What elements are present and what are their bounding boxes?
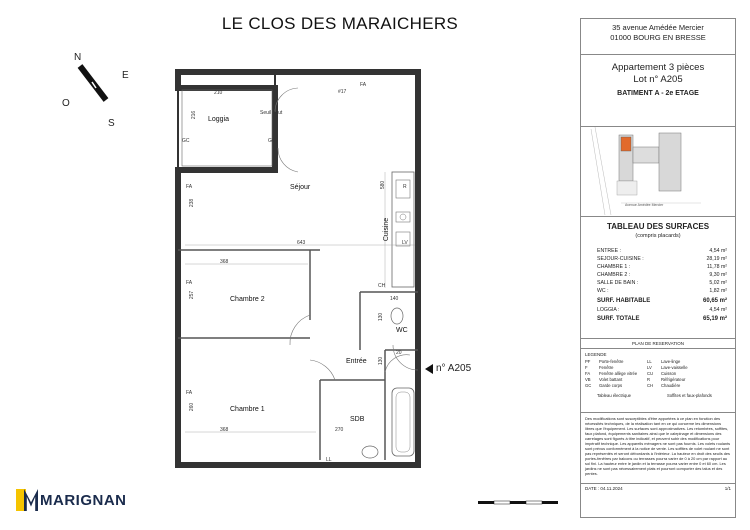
legend-code: F [585, 364, 588, 370]
legend-code: PF [585, 358, 591, 364]
room-entree: Entrée [346, 358, 367, 365]
dim-label: 368 [220, 427, 229, 433]
equip-lv: LV [402, 240, 408, 246]
surface-value: 60,65 m² [702, 297, 727, 304]
notes-text: Des modifications sont susceptibles d'être apportées à ce plan en fonction des nécessités techniques, de la réalisation tant en ce qui concerne les dimensions libres que l'équipement. Les surfaces sont approximatives. Les retombées, soffites, faux plafond, équipements sanitaires ainsi que le calepinage et dimensions des carrelages sont figurés à titre indicatif, et peuvent subir des modifications pour impératif technique. Les appareils ménagers ne sont pas fournis. Les volets roulants sont prévus conformément à la notice de vente. Les soffites de volet roulant ne sont pas représentés et seront débordants à l'intérieur. La hauteur en droit des seuils des portes-fenêtres par balcons ou terrasses pourra varier de 0 à 20 cm par rapport au sol fini. La hauteur entre le jardin et la terrasse pourra varier entre 0 et 60 cm. Les jardins ne sont pas nécessairement plats et pourront comporter des talus et des pentes. [581, 413, 735, 484]
room-loggia: Loggia [208, 116, 230, 123]
equip-fa: FA [186, 280, 193, 286]
surfaces-title: TABLEAU DES SURFACES [606, 222, 710, 231]
surface-row [597, 279, 727, 287]
room-sdb: SDB [350, 416, 365, 423]
legend-code: FA [585, 370, 591, 376]
surface-value: 28,19 m² [706, 256, 727, 263]
legend-extra [585, 393, 731, 398]
page-title: LE CLOS DES MARAICHERS [221, 14, 459, 33]
apartment-entry-marker [425, 363, 471, 374]
legend-text: Porte-fenêtre [599, 358, 624, 364]
legend-code: VB [585, 376, 591, 382]
surface-total-row [597, 314, 727, 324]
page-number: 1/1 [724, 485, 731, 491]
surface-label: SURF. TOTALE [597, 315, 640, 322]
legend-text: Réfrigérateur [661, 376, 686, 382]
compass-north: N [74, 52, 82, 63]
equip-fa: FA [186, 390, 193, 396]
date-label: DATE : 04.11.2024 [585, 485, 623, 491]
equip-r: R [403, 184, 407, 190]
company-logo [16, 480, 146, 520]
surface-row [597, 247, 727, 255]
equip-ref: #17 [338, 89, 347, 95]
room-chambre-1: Chambre 1 [230, 406, 265, 413]
dim-label: 130 [378, 312, 385, 322]
equip-ll: LL [326, 457, 332, 463]
legend-code: CH [647, 382, 654, 388]
dim-label: 130 [378, 356, 385, 366]
floor-plan [160, 60, 450, 470]
dim-label: 368 [220, 259, 229, 265]
legend-code: R [647, 376, 651, 382]
building-floor: BATIMENT A - 2e ETAGE [617, 90, 699, 97]
legend-code: LV [647, 364, 652, 370]
apartment-block [581, 55, 735, 127]
scale-bar [478, 494, 558, 502]
compass-south: S [108, 118, 115, 129]
compass-west: O [62, 98, 70, 109]
legend-text: Cuisson [661, 370, 677, 376]
site-plan-icon [581, 127, 735, 215]
room-cuisine: Cuisine [383, 217, 391, 242]
room-sejour: Séjour [290, 184, 311, 191]
surface-label: ENTREE : [597, 248, 621, 254]
scale-bar-icon [478, 499, 558, 507]
compass-east: E [122, 70, 129, 81]
lot-entry-label: n° A205 [436, 363, 472, 374]
dim-label: 270 [335, 427, 344, 433]
lot-number: Lot n° A205 [633, 74, 683, 85]
dim-label: 216 [191, 110, 198, 120]
legend-title: LEGENDE [585, 351, 607, 357]
legend-text: Garde corps [599, 382, 623, 388]
dim-label: 20 [396, 350, 402, 356]
equip-seuil: Seuil haut [260, 110, 283, 116]
equip-ch: CH [378, 283, 386, 289]
dim-label: 580 [380, 180, 387, 190]
legend-code: GC [585, 382, 592, 388]
surface-value: 65,19 m² [702, 315, 727, 322]
dim-label: 260 [189, 402, 196, 412]
surface-row [597, 255, 727, 263]
address-block [581, 19, 735, 55]
legend-text: Lave-linge [661, 358, 681, 364]
mini-map-street: Avenue Amédée Mercier [625, 203, 664, 207]
surface-value: 11,78 m² [706, 264, 727, 271]
equip-fa: FA [186, 184, 193, 190]
surface-row [597, 271, 727, 279]
legend-text: Volet battant [599, 376, 623, 382]
legend-text: Lave-vaisselle [661, 364, 688, 370]
dim-label: 238 [189, 198, 196, 208]
equip-gc: GC [182, 138, 190, 144]
legend-code: CU [647, 370, 654, 376]
logo-text: MARIGNAN [40, 491, 127, 509]
surface-value: 4,54 m² [709, 248, 727, 254]
legend-text: Fenêtre [599, 364, 614, 370]
surface-value: 9,30 m² [709, 272, 727, 279]
legend-soffites: Soffites et faux-plafonds [667, 392, 712, 398]
floor-plan-drawing [160, 60, 450, 470]
arrow-left-icon [425, 364, 433, 374]
equip-gc: GC [268, 138, 276, 144]
legend-tab-electrique: Tableau électrique [597, 392, 631, 398]
apartment-type: Appartement 3 pièces [611, 62, 705, 73]
surface-label: SEJOUR-CUISINE : [597, 256, 644, 263]
legend-text: Fenêtre allège vitrée [599, 370, 638, 376]
equip-fa: FA [360, 82, 367, 88]
surface-row [597, 263, 727, 271]
surfaces-subtitle: (compris placards) [635, 233, 681, 239]
compass [58, 50, 148, 140]
surface-label: CHAMBRE 1 : [597, 264, 631, 271]
legend-code: LL [647, 358, 652, 364]
surface-label: WC : [597, 288, 609, 295]
address-line-1: 35 avenue Amédée Mercier [612, 23, 704, 32]
surface-label: CHAMBRE 2 : [597, 272, 631, 279]
site-mini-map [581, 127, 735, 217]
surface-value: 1,82 m² [709, 288, 727, 295]
room-chambre-2: Chambre 2 [230, 296, 265, 303]
surface-value: 5,02 m² [709, 280, 727, 287]
legend-text: Chaudière [661, 382, 681, 388]
dim-label: 643 [297, 240, 306, 246]
surface-label: LOGGIA : [597, 306, 620, 313]
surface-total-row [597, 296, 727, 306]
surface-label: SURF. HABITABLE [597, 297, 651, 304]
surface-row [597, 287, 727, 295]
dim-label: 210 [214, 90, 223, 96]
surfaces-table [597, 247, 727, 324]
dim-label: 257 [189, 290, 196, 300]
room-wc: WC [396, 327, 408, 334]
dim-label: 140 [390, 296, 399, 302]
footer [581, 484, 735, 493]
surface-label: SALLE DE BAIN : [597, 280, 639, 287]
legend-block [581, 349, 735, 413]
marignan-logo-icon [16, 489, 38, 511]
compass-needle-icon [58, 50, 148, 140]
plan-reservation-label: PLAN DE RESERVATION [581, 338, 735, 349]
info-panel [580, 18, 736, 518]
legend-grid [585, 359, 731, 389]
surface-total-row [597, 306, 727, 314]
surface-value: 4,54 m² [709, 306, 727, 313]
address-line-2: 01000 BOURG EN BRESSE [610, 33, 706, 42]
